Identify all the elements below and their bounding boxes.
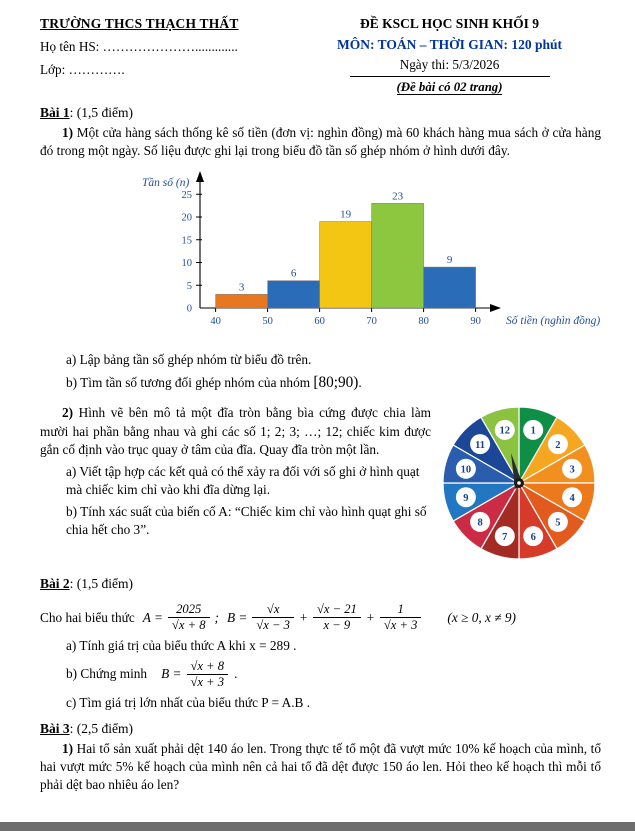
svg-text:20: 20 bbox=[181, 212, 192, 224]
svg-text:15: 15 bbox=[181, 234, 192, 246]
fraction-B3: $\frac{1}{√x + 3}$ bbox=[380, 602, 422, 633]
bai2-points: : (1,5 điểm) bbox=[69, 576, 134, 592]
bai3-heading bbox=[40, 721, 601, 737]
bai2-question-a: a) Tính giá trị của biểu thức A khi x = 289 . bbox=[66, 637, 297, 653]
svg-text:50: 50 bbox=[262, 315, 273, 327]
svg-text:9: 9 bbox=[446, 253, 453, 266]
svg-text:70: 70 bbox=[366, 315, 377, 327]
exam-title: ĐỀ KSCL HỌC SINH KHỐI 9 bbox=[360, 16, 539, 31]
subject-line: MÔN: TOÁN – THỜI GIAN: 120 phút bbox=[336, 37, 563, 52]
fraction-B2: $\frac{√x - 21}{x - 9}$ bbox=[313, 602, 361, 633]
pages-note-rule bbox=[350, 76, 550, 96]
expression-A: A = $\frac{2025}{√x + 8}$ ; bbox=[142, 602, 219, 633]
bai2-label: Bài 2 bbox=[40, 576, 70, 592]
svg-text:0: 0 bbox=[186, 303, 192, 315]
domain-condition: (x ≥ 0, x ≠ 9) bbox=[447, 609, 516, 625]
exam-date: Ngày thi: 5/3/2026 bbox=[399, 57, 500, 72]
student-name-line: Họ tên HS: …………………............. bbox=[40, 39, 238, 54]
bai3-problem1-text: 1) Hai tổ sản xuất phải dệt 140 áo len. Trong thực tế tổ một đã vượt mức 10% kế hoạch của mình, tổ hai vượt mức 5% kế hoạch của mình nên cả hai tổ đã dệt được 150 áo len. Hỏi theo kế hoạch thì mỗi tổ phải dệt bao nhiêu áo len? bbox=[40, 740, 601, 793]
svg-text:Số tiền (nghìn đồng): Số tiền (nghìn đồng) bbox=[506, 314, 601, 327]
bai1-question-b: b) Tìm tần số tương đối ghép nhóm của nhóm [80;90). bbox=[66, 373, 362, 391]
interval-80-90: [80;90) bbox=[313, 373, 359, 391]
bai1-heading bbox=[40, 105, 601, 121]
bai2-question-c: c) Tìm giá trị lớn nhất của biểu thức P = A.B . bbox=[66, 694, 311, 710]
spinner-wheel bbox=[439, 403, 601, 563]
svg-text:3: 3 bbox=[569, 464, 575, 476]
bai2-question-b: b) Chứng minh B = $\frac{√x + 8}{√x + 3}$ . bbox=[66, 658, 238, 689]
bai3-points: : (2,5 điểm) bbox=[69, 720, 134, 736]
svg-text:Tần số (n): Tần số (n) bbox=[142, 176, 190, 189]
pages-note: (Đề bài có 02 trang) bbox=[396, 80, 503, 94]
svg-text:60: 60 bbox=[314, 315, 325, 327]
bai1-question-a: a) Lập bảng tần số ghép nhóm từ biểu đồ trên. bbox=[66, 351, 312, 367]
svg-text:80: 80 bbox=[418, 315, 429, 327]
fraction-A: $\frac{2025}{√x + 8}$ bbox=[168, 602, 210, 633]
section-bai2 bbox=[40, 576, 601, 711]
svg-text:5: 5 bbox=[555, 517, 561, 529]
svg-text:12: 12 bbox=[499, 425, 511, 437]
svg-text:10: 10 bbox=[181, 257, 192, 269]
svg-text:2: 2 bbox=[555, 440, 561, 452]
expression-B: B = $\frac{√x}{√x - 3}$ + $\frac{√x - 21}{x - 9}$ + $\frac{1}{√x + 3}$ bbox=[227, 602, 421, 633]
bai1-problem2-text: 2) Hình vẽ bên mô tả một đĩa tròn bằng bìa cứng được chia làm mười hai phần bằng nhau và ghi các số 1; 2; 3; …; 12; chiếc kim được gắn cố định vào trục quay ở tâm của đĩa. Quay đĩa tròn một lần. bbox=[40, 405, 431, 457]
svg-text:6: 6 bbox=[530, 532, 536, 544]
fraction-B1: $\frac{√x}{√x - 3}$ bbox=[252, 602, 294, 633]
svg-text:5: 5 bbox=[186, 280, 192, 292]
svg-text:4: 4 bbox=[569, 493, 575, 505]
bai1-part2-question-b: b) Tính xác suất của biến cố A: “Chiếc kim chỉ vào hình quạt ghi số chia hết cho 3”. bbox=[66, 504, 427, 538]
section-bai3 bbox=[40, 721, 601, 795]
svg-text:1: 1 bbox=[530, 425, 536, 437]
svg-text:23: 23 bbox=[392, 190, 404, 203]
histogram-figure bbox=[136, 164, 601, 347]
bai1-problem1-text: 1) Một cửa hàng sách thống kê số tiền (đơn vị: nghìn đồng) mà 60 khách hàng mua sách ở cửa hàng đó trong một ngày. Số liệu được ghi lại trong biểu đồ tần số ghép nhóm ở hình dưới đây. bbox=[40, 125, 601, 159]
svg-text:3: 3 bbox=[238, 281, 245, 294]
bai3-label: Bài 3 bbox=[40, 720, 70, 736]
svg-text:25: 25 bbox=[181, 189, 192, 201]
svg-text:10: 10 bbox=[460, 464, 472, 476]
frequency-histogram bbox=[136, 164, 601, 347]
header-right bbox=[298, 16, 601, 96]
svg-text:9: 9 bbox=[463, 493, 469, 505]
svg-text:19: 19 bbox=[340, 208, 352, 221]
section-bai1 bbox=[40, 105, 601, 567]
header bbox=[40, 16, 601, 96]
bai2-heading bbox=[40, 576, 601, 592]
bai1-part2 bbox=[40, 401, 601, 567]
bai2-expressions bbox=[40, 602, 601, 633]
expression-B-simplified: B = $\frac{√x + 8}{√x + 3}$ bbox=[161, 659, 228, 690]
svg-text:90: 90 bbox=[470, 315, 481, 327]
svg-text:7: 7 bbox=[502, 532, 508, 544]
fraction-B-result: $\frac{√x + 8}{√x + 3}$ bbox=[187, 659, 229, 690]
svg-text:8: 8 bbox=[477, 517, 483, 529]
bai1-part2-question-a: a) Viết tập hợp các kết quả có thể xảy ra đối với số ghi ở hình quạt mà chiếc kim chỉ vào khi đĩa dừng lại. bbox=[66, 464, 420, 498]
school-name: TRƯỜNG THCS THẠCH THẤT bbox=[40, 16, 239, 31]
class-line: Lớp: …………. bbox=[40, 62, 125, 77]
bai1-points: : (1,5 điểm) bbox=[69, 105, 134, 120]
svg-text:6: 6 bbox=[290, 267, 297, 280]
bai2-intro: Cho hai biểu thức bbox=[40, 609, 135, 625]
header-left bbox=[40, 16, 298, 96]
svg-text:40: 40 bbox=[210, 315, 221, 327]
bai1-label: Bài 1 bbox=[40, 105, 70, 120]
svg-text:11: 11 bbox=[475, 440, 486, 452]
